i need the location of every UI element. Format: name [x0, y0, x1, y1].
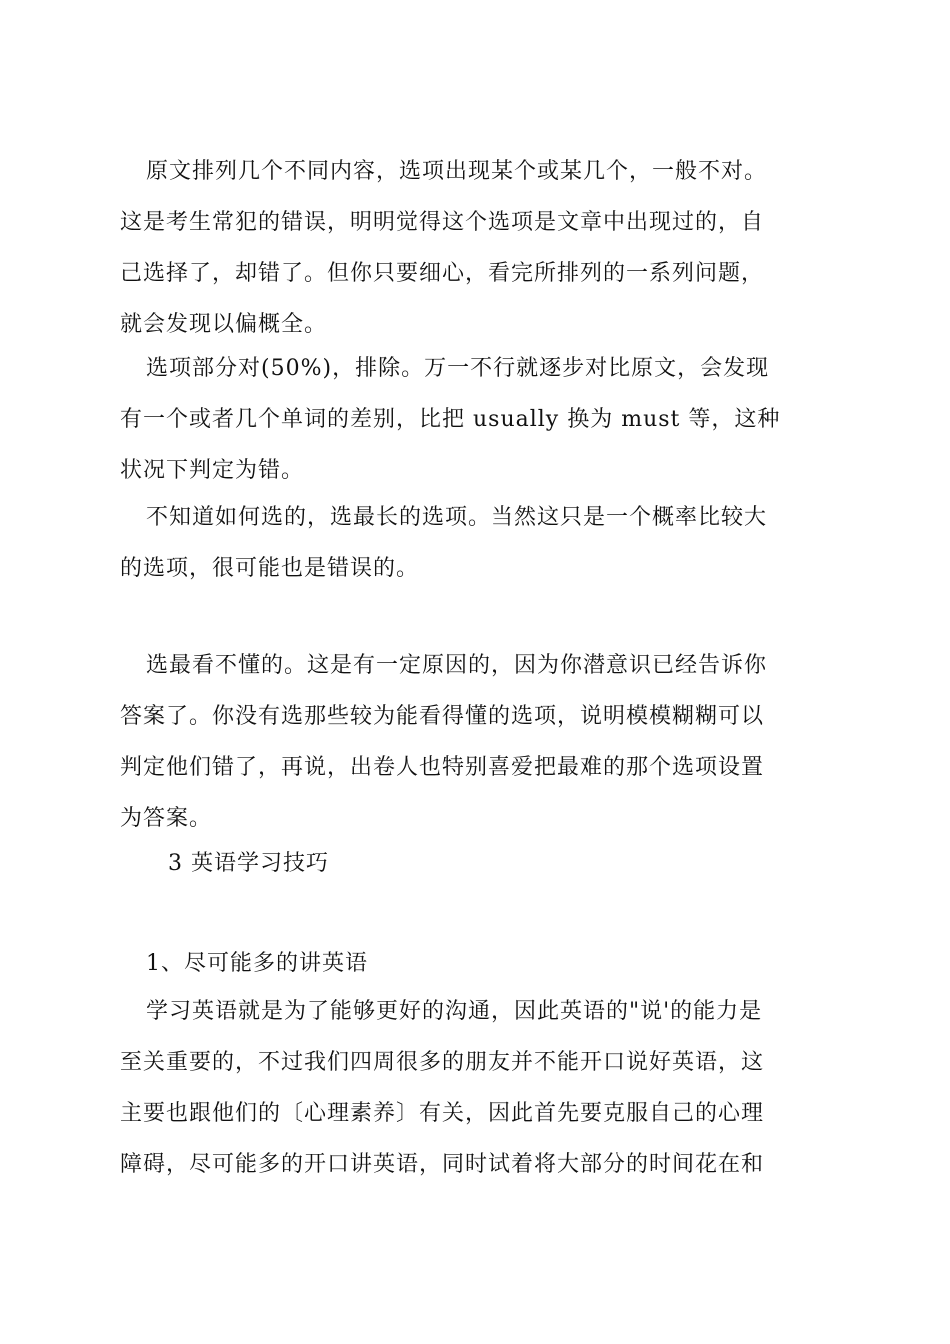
subheading-speak-english: 1、尽可能多的讲英语	[146, 951, 368, 976]
paragraph-choose-hardest-option	[120, 640, 838, 844]
section-heading: 3 英语学习技巧	[168, 851, 329, 876]
paragraph-speak-more-english	[120, 986, 838, 1190]
text-line: 障碍，尽可能多的开口讲英语，同时试着将大部分的时间花在和	[120, 1152, 765, 1177]
text-line: 选项部分对(50%)，排除。万一不行就逐步对比原文，会发现	[146, 356, 770, 381]
text-line: 学习英语就是为了能够更好的沟通，因此英语的"说'的能力是	[146, 999, 763, 1024]
text-line: 主要也跟他们的〔心理素养〕有关，因此首先要克服自己的心理	[120, 1101, 765, 1126]
text-line: 不知道如何选的，选最长的选项。当然这只是一个概率比较大	[146, 505, 768, 530]
text-line: 这是考生常犯的错误，明明觉得这个选项是文章中出现过的，自	[120, 210, 765, 235]
text-line: 至关重要的，不过我们四周很多的朋友并不能开口说好英语，这	[120, 1050, 765, 1075]
text-line: 己选择了，却错了。但你只要细心，看完所排列的一系列问题，	[120, 261, 765, 286]
text-line: 为答案。	[120, 806, 213, 831]
paragraph-wrong-when-partial-listing	[120, 146, 838, 350]
text-line: 状况下判定为错。	[120, 458, 305, 483]
text-line: 就会发现以偏概全。	[120, 312, 328, 337]
text-line: 的选项，很可能也是错误的。	[120, 556, 420, 581]
text-line: 原文排列几个不同内容，选项出现某个或某几个，一般不对。	[146, 159, 768, 184]
text-line: 有一个或者几个单词的差别，比把 usually 换为 must 等，这种	[120, 407, 781, 432]
text-line: 答案了。你没有选那些较为能看得懂的选项，说明模模糊糊可以	[120, 704, 765, 729]
paragraph-choose-longest-option	[120, 492, 838, 594]
text-line: 选最看不懂的。这是有一定原因的，因为你潜意识已经告诉你	[146, 653, 768, 678]
paragraph-partially-correct-option	[120, 343, 838, 496]
text-line: 判定他们错了，再说，出卷人也特别喜爱把最难的那个选项设置	[120, 755, 765, 780]
